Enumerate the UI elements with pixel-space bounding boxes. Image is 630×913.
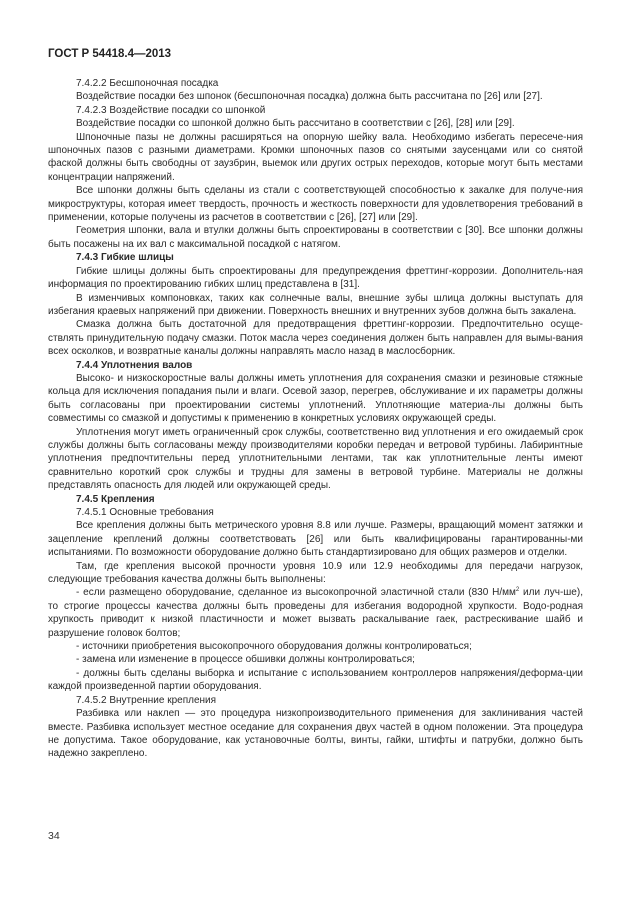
section-heading-7-4-2-3: 7.4.2.3 Воздействие посадки со шпонкой bbox=[76, 104, 266, 116]
section-heading-7-4-5-1: 7.4.5.1 Основные требования bbox=[76, 507, 214, 518]
paragraph: Воздействие посадки без шпонок (бесшпоночная посадка) должна быть рассчитана по [26] или [27]. bbox=[76, 91, 543, 103]
list-item-text-tail: или луч-ше), то строгие процессы качества должны быть проведены для избегания водородной хрупкости. Водо-родная хрупкость приводит к низкой пластичности и может вызвать раскалывание гаек, растрескивание шайб и разрушение головок болтов; bbox=[48, 587, 583, 639]
page-number: 34 bbox=[48, 830, 60, 842]
superscript: 2 bbox=[515, 587, 520, 594]
page-body bbox=[48, 77, 583, 761]
paragraph: Все шпонки должны быть сделаны из стали с соответствующей способностью к закалке для получе-ния микроструктуры, которая имеет твердость, прочность и жесткость поверхности для удовлетворения требований в применении, которые получены из расчетов в соответствии с [26], [27] или [29]. bbox=[48, 185, 583, 224]
section-heading-7-4-5: 7.4.5 Крепления bbox=[76, 493, 155, 505]
paragraph: Уплотнения могут иметь ограниченный срок службы, соответственно вид уплотнения и его ожидаемый срок службы должны быть согласованы между производителями коробки передач и ветровой турбины. Лабиринтные уплотнения предпочтительны перед уплотнительными лентами, так как уплотнительные ленты имеют сравнительно короткий срок службы и трудны для замены в ветровой турбине. Материалы не должны представлять опасность для людей или окружающей среды. bbox=[48, 426, 583, 492]
list-item: - замена или изменение в процессе обшивки должны контролироваться; bbox=[76, 654, 415, 666]
paragraph: Все крепления должны быть метрического уровня 8.8 или лучше. Размеры, вращающий момент затяжки и зацепление креплений должны соответствовать [26] или быть квалифицированы гарантированны-ми испытаниями. По возможности оборудование должно быть стандартизировано для общих размеров и отделки. bbox=[48, 520, 583, 559]
list-item bbox=[48, 586, 583, 640]
document-header: ГОСТ Р 54418.4—2013 bbox=[48, 48, 172, 60]
section-heading-7-4-5-2: 7.4.5.2 Внутренние крепления bbox=[76, 694, 217, 706]
paragraph: Шпоночные пазы не должны расширяться на опорную шейку вала. Необходимо избегать пересече-ния шпоночных пазов с разными диаметрами. Кромки шпоночных пазов со снятыми заусенцами или со снятой фаской должны быть свободны от заузбрин, выемок или других острых переходов, которые могут быть местами концентрации напряжений. bbox=[48, 131, 583, 183]
list-item: - источники приобретения высокопрочного оборудования должны контролироваться; bbox=[76, 641, 472, 653]
section-heading-7-4-3: 7.4.3 Гибкие шлицы bbox=[76, 252, 174, 264]
paragraph: Смазка должна быть достаточной для предотвращения фреттинг-коррозии. Предпочтительно осуще-ствлять принудительную подачу смазки. Поток масла через соединения должен быть направлен для вымы-вания всех осколков, и возвратные каналы должны направлять масло назад в маслосборник. bbox=[48, 319, 583, 358]
paragraph: Разбивка или наклеп — это процедура низкопроизводительного применения для заклинивания частей вместе. Разбивка использует местное оседание для сохранения двух частей в одном положении. Эта процедура не допустима. Такое оборудование, как установочные болты, винты, гайки, штифты и патрубки, должно быть надежно закреплено. bbox=[48, 708, 583, 760]
section-heading-7-4-4: 7.4.4 Уплотнения валов bbox=[76, 359, 193, 371]
paragraph: Воздействие посадки со шпонкой должно быть рассчитано в соответствии с [26], [28] или [29]. bbox=[76, 118, 515, 130]
paragraph: Гибкие шлицы должны быть спроектированы для предупреждения фреттинг-коррозии. Дополнитель-ная информация по проектированию гибких шлиц представлена в [31]. bbox=[48, 265, 583, 291]
list-item-text: - если размещено оборудование, сделанное из высокопрочной эластичной стали (830 Н/мм bbox=[76, 587, 516, 599]
paragraph: Высоко- и низкоскоростные валы должны иметь уплотнения для сохранения смазки и резиновые стяжные кольца для исключения попадания пыли и влаги. Осевой зазор, перегрев, обслуживание и их параметры должны быть согласованы при проектировании системы уплотнений. Уплотняющие материа-лы должны быть совместимы со смазкой и допустимы к применению в конкретных условиях окружающей среды. bbox=[48, 372, 583, 425]
paragraph: Там, где крепления высокой прочности уровня 10.9 или 12.9 необходимы для передачи нагрузок, следующие требования качества должны быть выполнены: bbox=[48, 560, 583, 586]
list-item: - должны быть сделаны выборка и испытание с использованием контроллеров напряжения/деформа-ции каждой произведенной партии оборудования. bbox=[48, 667, 583, 693]
paragraph: В изменчивых компоновках, таких как солнечные валы, внешние зубы шлица должны выступать для избегания краевых напряжений при движении. Поверхность внешних и внутренних зубов должна быть закалена. bbox=[48, 292, 583, 317]
paragraph: Геометрия шпонки, вала и втулки должны быть спроектированы в соответствии с [30]. Все шпонки должны быть посажены на их вал с максимальной посадкой с натягом. bbox=[48, 225, 583, 250]
section-heading-7-4-2-2: 7.4.2.2 Бесшпоночная посадка bbox=[76, 78, 219, 89]
